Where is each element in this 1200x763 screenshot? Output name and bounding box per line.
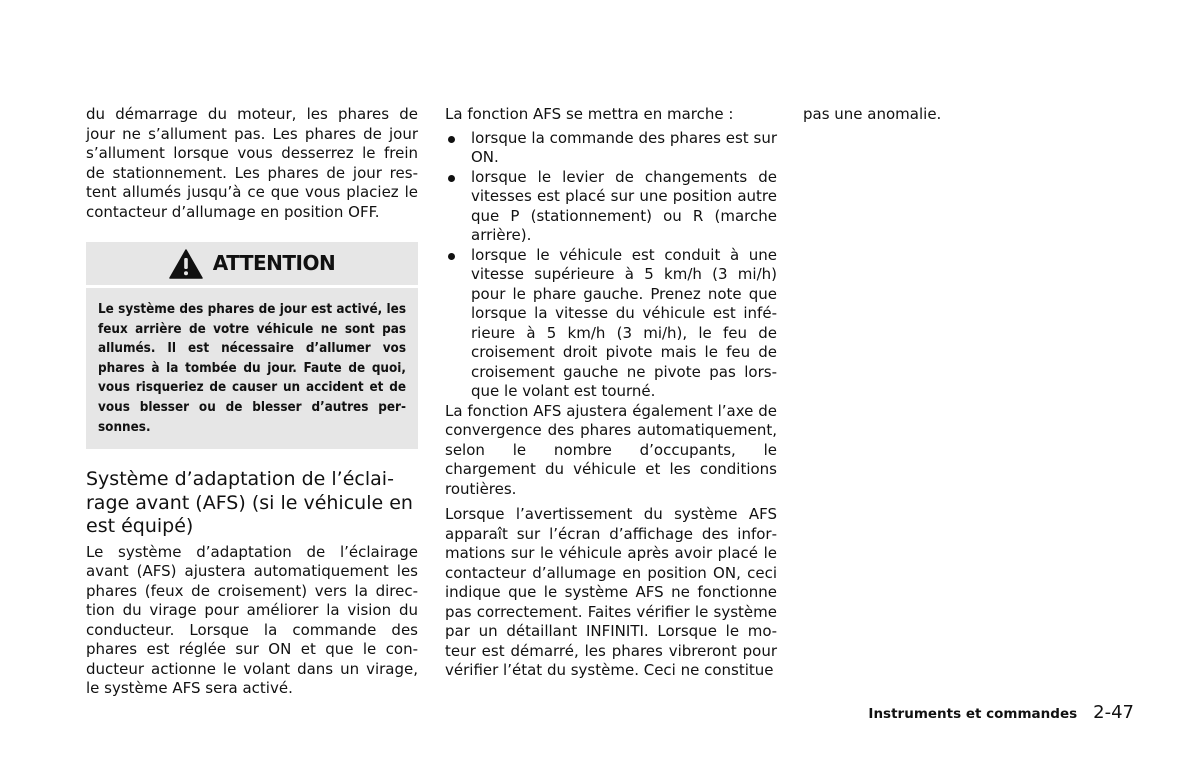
intro-paragraph: du démarrage du moteur, les phares de jour ne s’allument pas. Les phares de jour s’allument lorsque vous desserrez le frein de stationnement. Les phares de jour restent allumés jusqu’à ce que vous placiez le contacteur d’allumage en position OFF. — [86, 105, 418, 221]
footer-section-title: Instruments et commandes — [868, 706, 1078, 722]
column-2 — [445, 105, 777, 681]
page-footer — [868, 702, 1134, 723]
warning-box — [86, 242, 418, 449]
page-number: 2-47 — [1093, 702, 1134, 723]
continuation-paragraph: pas une anomalie. — [803, 105, 942, 123]
section-heading: Système d’adaptation de l’éclairage avant (AFS) (si le véhicule en est équipé) — [86, 468, 413, 538]
warning-header — [86, 242, 418, 288]
bullet-icon — [448, 136, 455, 143]
condition-list — [445, 129, 777, 402]
list-item — [445, 246, 777, 402]
bullet-icon — [448, 175, 455, 182]
warning-text: Le système des phares de jour est activé, les feux arrière de votre véhicule ne sont pas allumés. Il est nécessaire d’allumer vos phares à la tombée du jour. Faute de quoi, vous risqueriez de causer un accident et de vous blesser ou de blesser d’autres personnes. — [98, 302, 406, 435]
list-item — [445, 129, 777, 168]
paragraph-warning: Lorsque l’avertissement du système AFS apparaît sur l’écran d’affichage des informations sur le véhicule après avoir placé le contacteur d’allumage en position ON, ceci indique que le système AFS ne fonctionne pas correctement. Faites vérifier le système par un détaillant INFINITI. Lorsque le moteur est démarré, les phares vibreront pour vérifier l’état du système. Ceci ne constitue — [445, 505, 777, 679]
section-paragraph: Le système d’adaptation de l’éclairage avant (AFS) ajustera automatiquement les phares (feux de croisement) vers la direction du virage pour améliorer la vision du conducteur. Lorsque la commande des phares est réglée sur ON et que le conducteur actionne le volant dans un virage, le système AFS sera activé. — [86, 542, 418, 698]
list-item-text: lorsque le véhicule est conduit à une vitesse supérieure à 5 km/h (3 mi/h) pour le phare gauche. Prenez note que lorsque la vitesse du véhicule est inférieure à 5 km/h (3 mi/h), le feu de croisement droit pivote mais le feu de croisement gauche ne pivote pas lorsque le volant est tourné. — [471, 245, 777, 400]
column-1 — [86, 105, 418, 699]
list-item-text: lorsque la commande des phares est sur ON. — [471, 128, 777, 166]
list-item-text: lorsque le levier de changements de vitesses est placé sur une position autre que P (stationnement) ou R (marche arrière). — [471, 167, 777, 244]
lead-paragraph: La fonction AFS se mettra en marche : — [445, 105, 734, 123]
list-item — [445, 168, 777, 246]
column-3 — [803, 105, 1133, 125]
bullet-icon — [448, 253, 455, 260]
paragraph-axis: La fonction AFS ajustera également l’axe de convergence des phares automatiquement, selon le nombre d’occupants, le chargement du véhicule et les conditions routières. — [445, 401, 777, 498]
warning-title: ATTENTION — [212, 250, 336, 275]
warning-triangle-icon — [169, 249, 203, 279]
